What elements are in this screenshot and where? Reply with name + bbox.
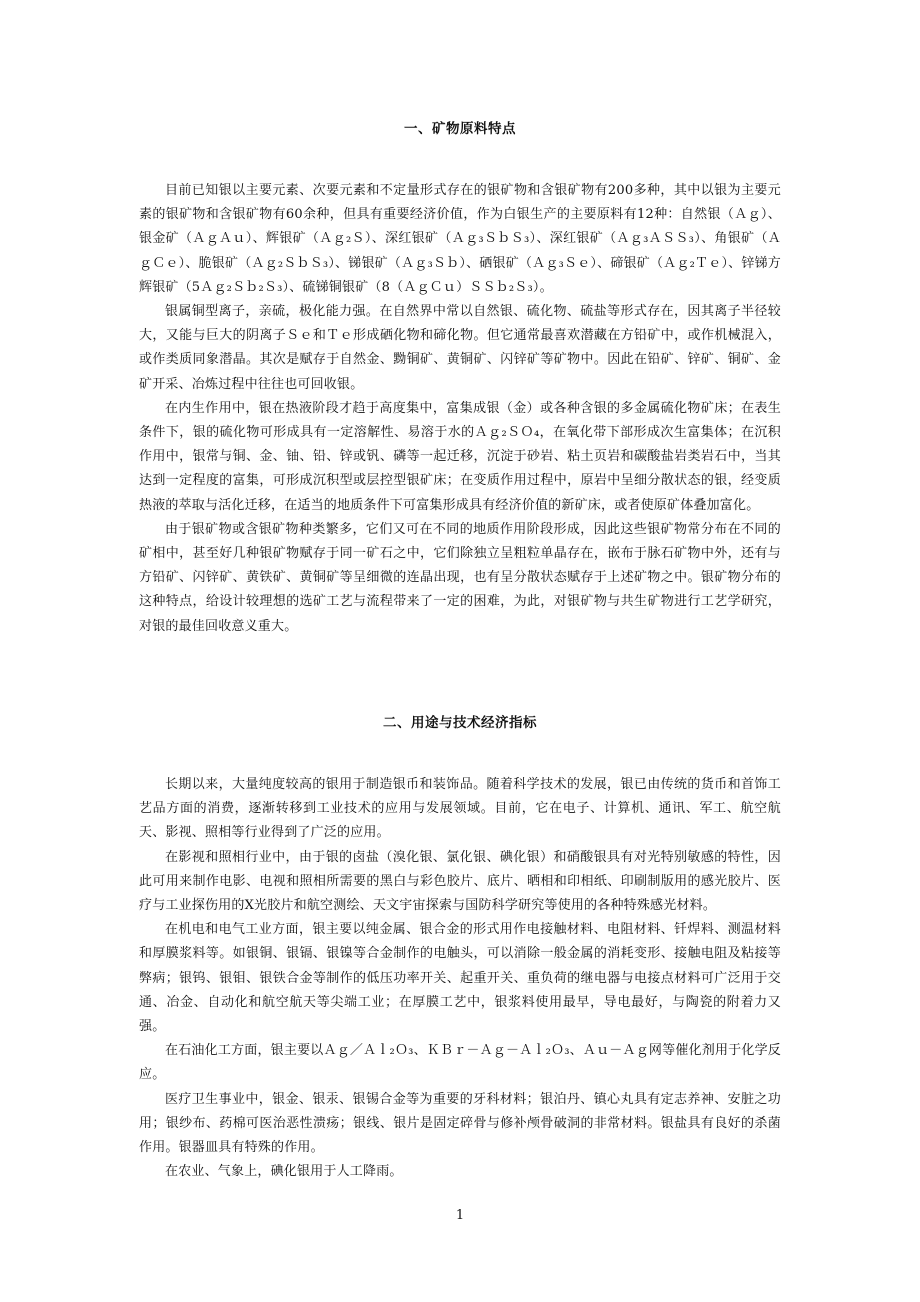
section-1-heading: 一、矿物原料特点 xyxy=(404,121,516,137)
section-1-paragraph-3: 在内生作用中，银在热液阶段才趋于高度集中，富集成银（金）或各种含银的多金属硫化物矿床；在表生条件下，银的硫化物可形成具有一定溶解性、易溶于水的Ａｇ₂ＳＯ₄，在氧化带下部形成次生富集体；在沉积作用中，银常与铜、金、铀、铅、锌或钒、磷等一起迁移，沉淀于砂岩、粘土页岩和碳酸盐岩类岩石中，当其达到一定程度的富集，可形成沉积型或层控型银矿床；在变质作用过程中，原岩中呈细分散状态的银，经变质热液的萃取与活化迁移，在适当的地质条件下可富集形成具有经济价值的新矿床，或者使原矿体叠加富化。 xyxy=(139,400,781,513)
section-2-paragraph-5: 医疗卫生事业中，银金、银汞、银锡合金等为重要的牙科材料；银泊丹、镇心丸具有定志养神、安脏之功用；银纱布、药棉可医治恶性溃疡；银线、银片是固定碎骨与修补颅骨破洞的非常材料。银盐具有良好的杀菌作用。银器皿具有特殊的作用。 xyxy=(139,1091,781,1156)
section-2-paragraph-3: 在机电和电气工业方面，银主要以纯金属、银合金的形式用作电接触材料、电阻材料、钎焊料、测温材料和厚膜浆料等。如银铜、银镉、银镍等合金制作的电触头，可以消除一般金属的消耗变形、接触电阻及粘接等弊病；银钨、银钼、银铁合金等制作的低压功率开关、起重开关、重负荷的继电器与电接点材料可广泛用于交通、冶金、自动化和航空航天等尖端工业；在厚膜工艺中，银浆料使用最早，导电最好，与陶瓷的附着力又强。 xyxy=(139,922,781,1035)
page-number: 1 xyxy=(455,1208,465,1223)
section-1-paragraph-4: 由于银矿物或含银矿物种类繁多，它们又可在不同的地质作用阶段形成，因此这些银矿物常分布在不同的矿相中，甚至好几种银矿物赋存于同一矿石之中，它们除独立呈粗粒单晶存在，嵌布于脉石矿物中外，还有与方铅矿、闪锌矿、黄铁矿、黄铜矿等呈细微的连晶出现，也有呈分散状态赋存于上述矿物之中。银矿物分布的这种特点，给设计较理想的选矿工艺与流程带来了一定的困难，为此，对银矿物与共生矿物进行工艺学研究，对银的最佳回收意义重大。 xyxy=(139,521,781,634)
section-1-body xyxy=(139,179,781,639)
section-1-paragraph-1: 目前已知银以主要元素、次要元素和不定量形式存在的银矿物和含银矿物有200多种，其中以银为主要元素的银矿物和含银矿物有60余种，但具有重要经济价值，作为白银生产的主要原料有12种：自然银（Ａｇ）、银金矿（ＡｇＡｕ）、辉银矿（Ａｇ₂Ｓ）、深红银矿（Ａｇ₃ＳｂＳ₃）、深红银矿（Ａｇ₃ＡＳＳ₃）、角银矿（ＡｇＣｅ）、脆银矿（Ａｇ₂ＳｂＳ₃）、锑银矿（Ａｇ₃Ｓｂ）、硒银矿（Ａｇ₃Ｓｅ）、碲银矿（Ａｇ₂Ｔｅ）、锌锑方辉银矿（5Ａｇ₂Ｓｂ₂Ｓ₃）、硫锑铜银矿（8（ＡｇＣｕ）ＳＳｂ₂Ｓ₃）。 xyxy=(139,183,781,295)
section-2-heading: 二、用途与技术经济指标 xyxy=(383,715,537,731)
section-2-paragraph-6: 在农业、气象上，碘化银用于人工降雨。 xyxy=(165,1164,403,1180)
section-2-paragraph-2: 在影视和照相行业中，由于银的卤盐（溴化银、氯化银、碘化银）和硝酸银具有对光特别敏感的特性，因此可用来制作电影、电视和照相所需要的黑白与彩色胶片、底片、晒相和印相纸、印刷制版用的感光胶片、医疗与工业探伤用的X光胶片和航空测绘、天文宇宙探索与国防科学研究等使用的各种特殊感光材料。 xyxy=(139,849,781,914)
section-2-paragraph-1: 长期以来，大量纯度较高的银用于制造银币和装饰品。随着科学技术的发展，银已由传统的货币和首饰工艺品方面的消费，逐渐转移到工业技术的应用与发展领域。目前，它在电子、计算机、通讯、军工、航空航天、影视、照相等行业得到了广泛的应用。 xyxy=(139,777,781,841)
section-2-body xyxy=(139,773,781,1184)
section-1-paragraph-2: 银属铜型离子，亲硫，极化能力强。在自然界中常以自然银、硫化物、硫盐等形式存在，因其离子半径较大，又能与巨大的阴离子Ｓｅ和Ｔｅ形成硒化物和碲化物。但它通常最喜欢潜藏在方铅矿中，或作机械混入，或作类质同象潜晶。其次是赋存于自然金、黝铜矿、黄铜矿、闪锌矿等矿物中。因此在铅矿、锌矿、铜矿、金矿开采、冶炼过程中往往也可回收银。 xyxy=(139,304,781,392)
section-2-paragraph-4: 在石油化工方面，银主要以Ａｇ／Ａｌ₂Ｏ₃、ＫＢｒ－Ａｇ－Ａｌ₂Ｏ₃、Ａｕ－Ａｇ网等催化剂用于化学反应。 xyxy=(139,1043,781,1083)
